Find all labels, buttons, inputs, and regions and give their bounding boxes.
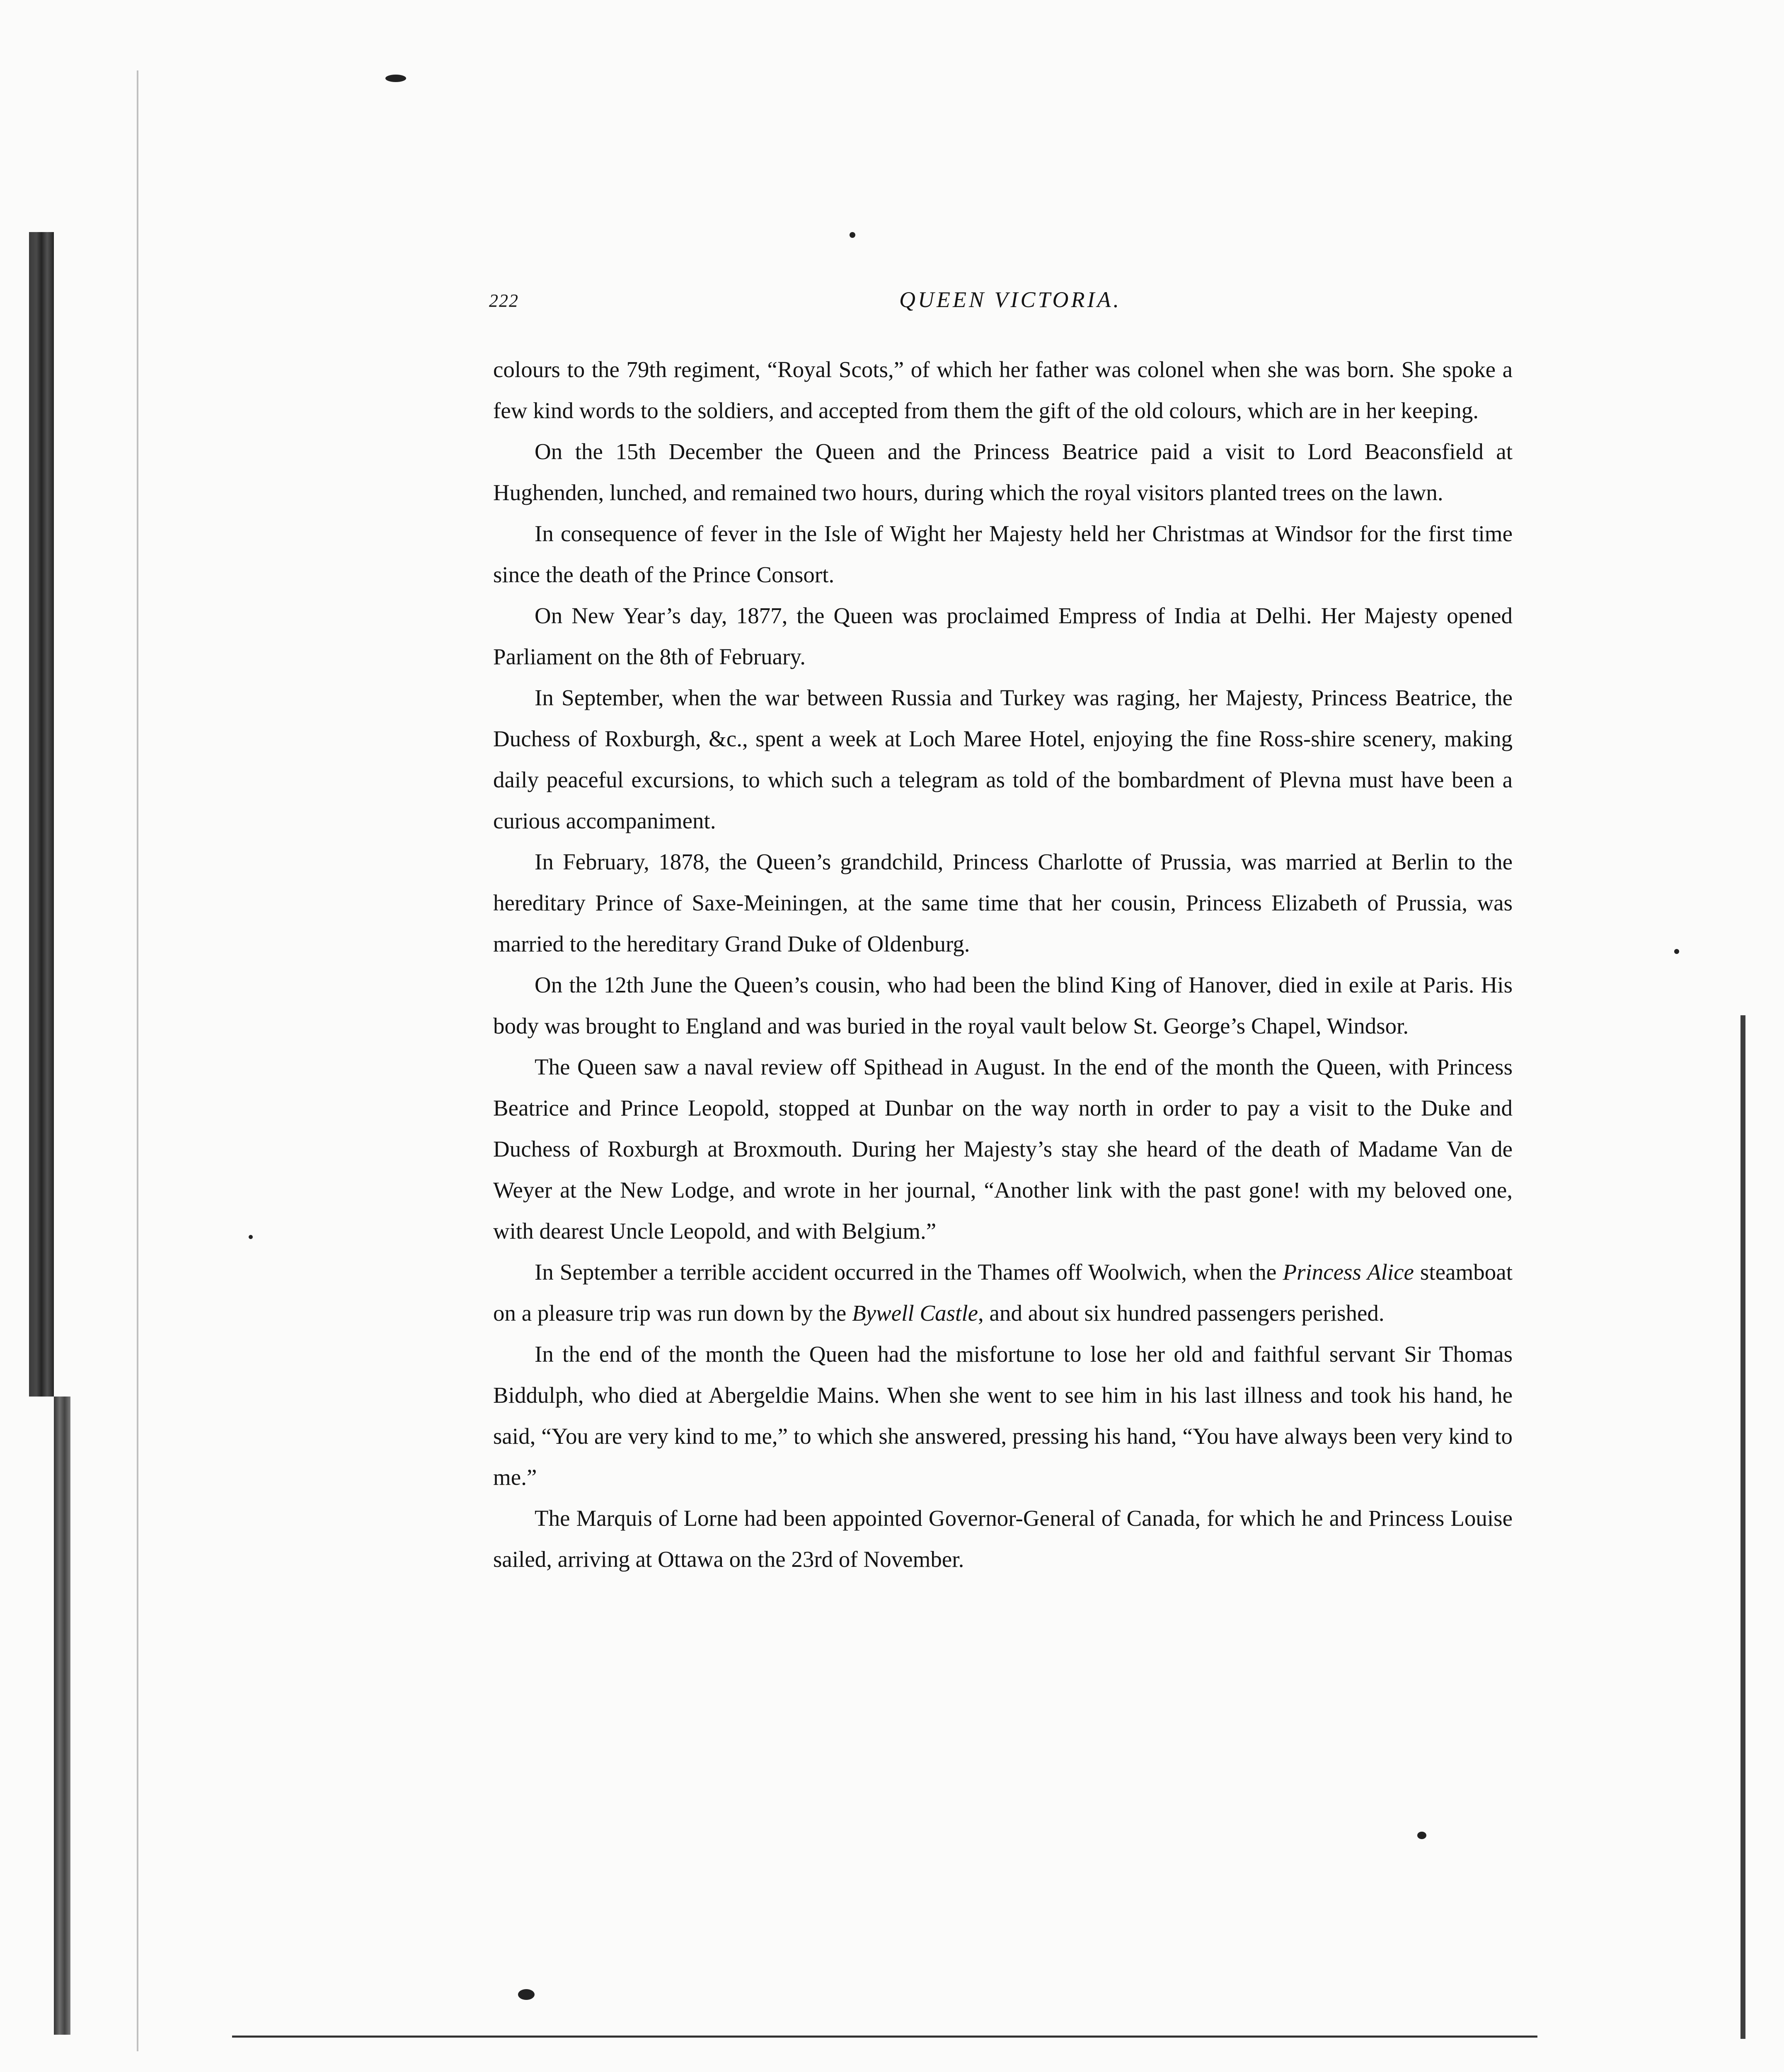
paragraph: [493, 1334, 1513, 1498]
text-run: colours to the 79th regiment, “Royal Scots,” of which her father was colonel when she was born. She spoke a few kind words to the soldiers, and accepted from them the gift of the old colours, which are in her keeping.: [493, 357, 1513, 423]
italic-text: Bywell Castle: [852, 1300, 978, 1326]
scan-speck: [850, 232, 855, 238]
text-run: The Marquis of Lorne had been appointed Governor-General of Canada, for which he and Princess Louise sailed, arriving at Ottawa on the 23rd of November.: [493, 1506, 1513, 1572]
scan-speck: [1417, 1832, 1426, 1839]
paragraph: [493, 431, 1513, 513]
text-run: On New Year’s day, 1877, the Queen was proclaimed Empress of India at Delhi. Her Majesty opened Parliament on the 8th of February.: [493, 603, 1513, 669]
italic-text: Princess Alice: [1283, 1259, 1414, 1285]
scan-speck: [518, 1989, 535, 2000]
text-run: , and about six hundred passengers perished.: [978, 1300, 1385, 1326]
running-title: QUEEN VICTORIA.: [899, 287, 1121, 312]
running-head: [489, 287, 1784, 323]
scan-speck: [385, 75, 406, 82]
binding-shadow-lower: [54, 1397, 70, 2035]
text-run: On the 15th December the Queen and the Princess Beatrice paid a visit to Lord Beaconsfield at Hughenden, lunched, and remained two hours, during which the royal visitors planted trees on the lawn.: [493, 439, 1513, 505]
text-run: On the 12th June the Queen’s cousin, who had been the blind King of Hanover, died in exile at Paris. His body was brought to England and was buried in the royal vault below St. George’s Chapel, Windsor.: [493, 972, 1513, 1038]
paragraph: [493, 677, 1513, 841]
text-run: steamboat on a pleasure trip was run down by the: [493, 1259, 1513, 1326]
paragraph: [493, 841, 1513, 964]
text-run: In September a terrible accident occurred in the Thames off Woolwich, when the: [535, 1259, 1283, 1285]
text-run: In consequence of fever in the Isle of Wight her Majesty held her Christmas at Windsor for the first time since the death of the Prince Consort.: [493, 521, 1513, 587]
paragraph: [493, 595, 1513, 677]
paragraph: [493, 1046, 1513, 1251]
right-edge-mark: [1740, 1015, 1745, 2039]
paragraph: [493, 1251, 1513, 1334]
page-number: 222: [489, 290, 519, 311]
paragraph: [493, 964, 1513, 1046]
scan-speck: [249, 1235, 253, 1239]
scan-speck: [1674, 949, 1679, 954]
paragraph: [493, 1498, 1513, 1580]
bottom-rule: [232, 2036, 1537, 2038]
text-run: In February, 1878, the Queen’s grandchild, Princess Charlotte of Prussia, was married at Berlin to the hereditary Prince of Saxe-Meiningen, at the same time that her cousin, Princess Elizabeth of Prussia, was married to the hereditary Grand Duke of Oldenburg.: [493, 849, 1513, 956]
text-run: The Queen saw a naval review off Spithead in August. In the end of the month the Queen, with Princess Beatrice and Prince Leopold, stopped at Dunbar on the way north in order to pay a visit to the Duke and Duchess of Roxburgh at Broxmouth. During her Majesty’s stay she heard of the death of Madame Van de Weyer at the New Lodge, and wrote in her journal, “Another link with the past gone! with my beloved one, with dearest Uncle Leopold, and with Belgium.”: [493, 1054, 1513, 1244]
text-run: In September, when the war between Russia and Turkey was raging, her Majesty, Princess Beatrice, the Duchess of Roxburgh, &c., spent a week at Loch Maree Hotel, enjoying the fine Ross-shire scenery, making daily peaceful excursions, to which such a telegram as told of the bombardment of Plevna must have been a curious accompaniment.: [493, 685, 1513, 833]
body-text: [493, 349, 1513, 1580]
page-gutter-line: [137, 70, 138, 2051]
paragraph: [493, 349, 1513, 431]
paragraph: [493, 513, 1513, 595]
text-run: In the end of the month the Queen had the misfortune to lose her old and faithful servant Sir Thomas Biddulph, who died at Abergeldie Mains. When she went to see him in his last illness and took his hand, he said, “You are very kind to me,” to which she answered, pressing his hand, “You have always been very kind to me.”: [493, 1341, 1513, 1490]
binding-shadow: [29, 232, 54, 1397]
